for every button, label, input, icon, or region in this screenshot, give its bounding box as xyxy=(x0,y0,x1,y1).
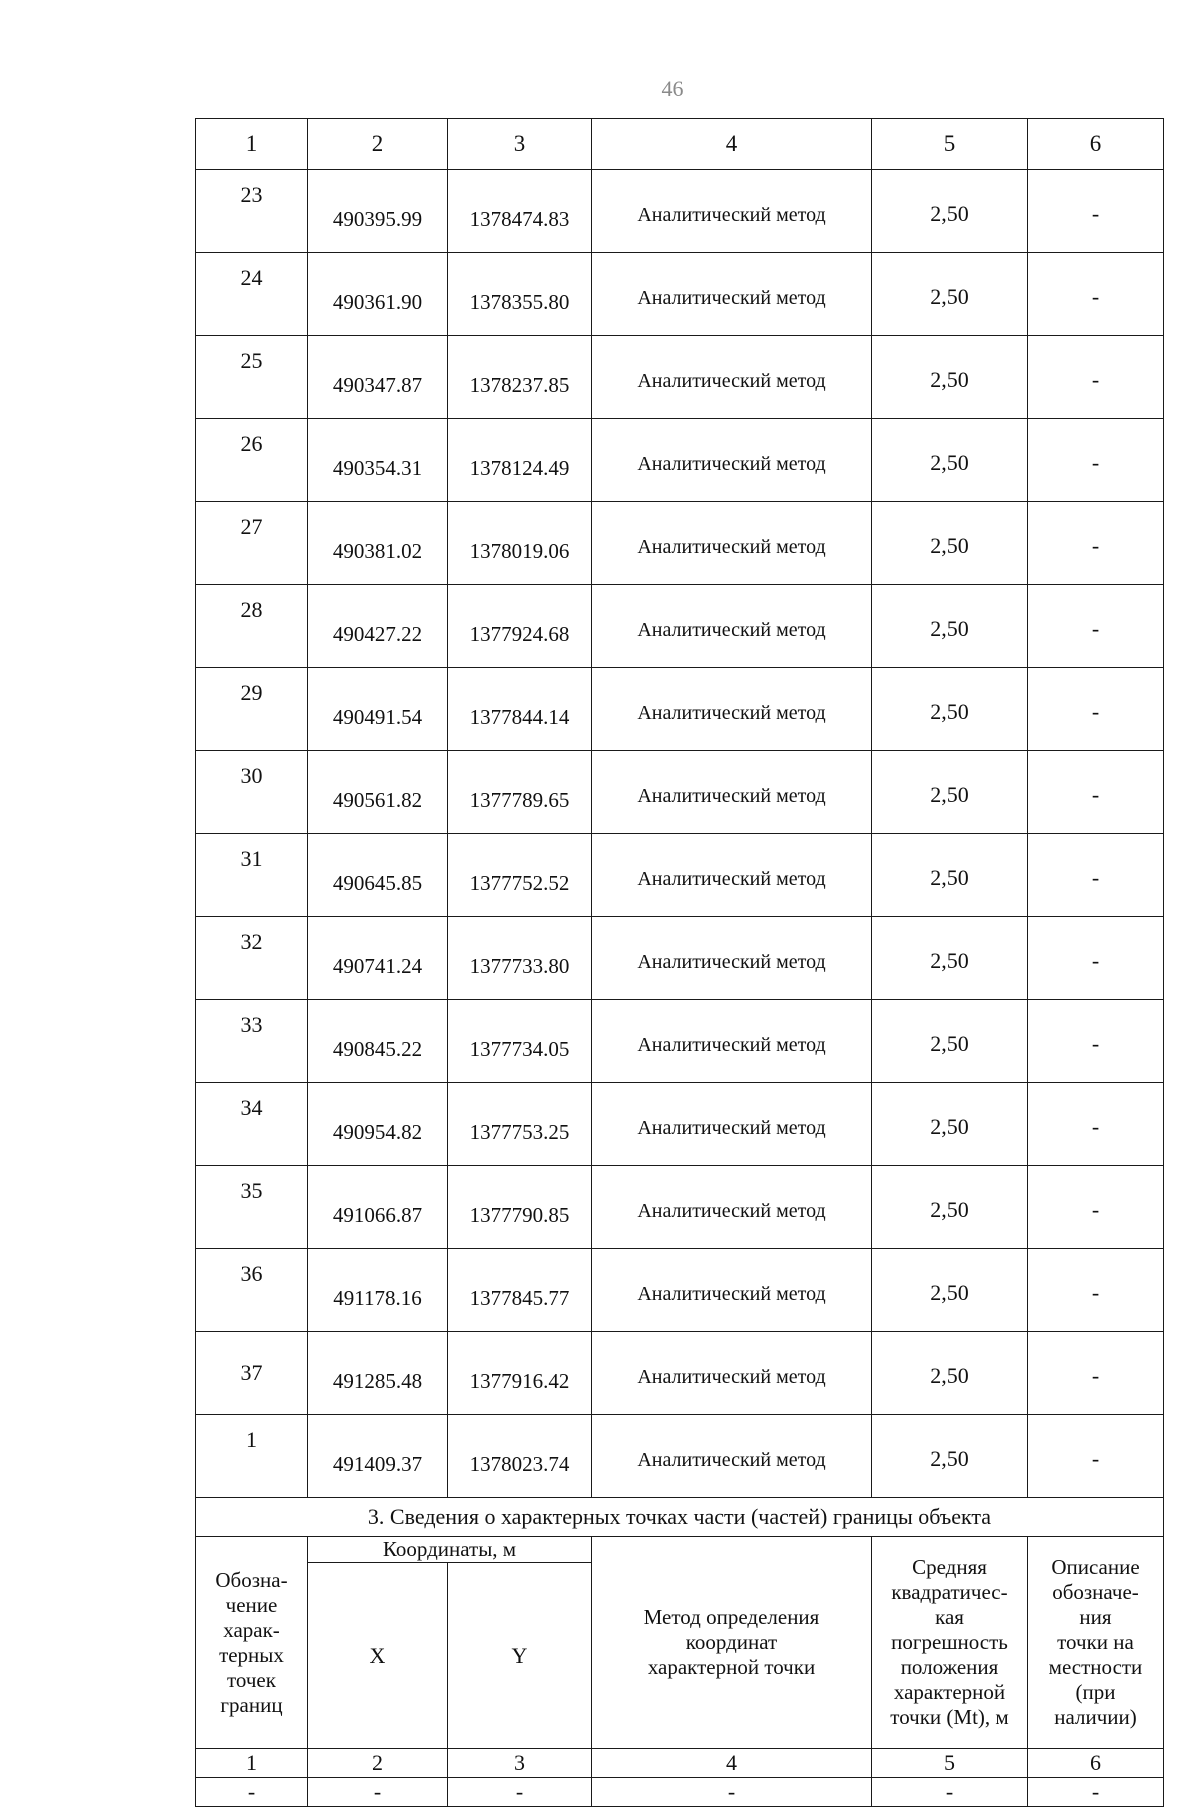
error: 2,50 xyxy=(872,1249,1028,1332)
col-coordinates-header: Координаты, м xyxy=(308,1537,592,1563)
error: 2,50 xyxy=(872,419,1028,502)
description: - xyxy=(1028,1332,1164,1415)
section-3-column-number-row xyxy=(196,1749,1164,1778)
point-number: 36 xyxy=(196,1249,308,1332)
boundary-points-table xyxy=(195,118,1164,1807)
header-col-5: 5 xyxy=(872,119,1028,170)
method: Аналитический метод xyxy=(592,170,872,253)
method: Аналитический метод xyxy=(592,1415,872,1498)
error: 2,50 xyxy=(872,253,1028,336)
coord-x: 491409.37 xyxy=(308,1415,448,1498)
coord-y: 1377790.85 xyxy=(448,1166,592,1249)
section-3-empty-row xyxy=(196,1778,1164,1807)
point-number: 28 xyxy=(196,585,308,668)
error: 2,50 xyxy=(872,1332,1028,1415)
col-error-header: Средняя квадратичес- кая погрешность положения характерной точки (Mt), м xyxy=(872,1537,1028,1749)
coord-y: 1377845.77 xyxy=(448,1249,592,1332)
coord-x: 490491.54 xyxy=(308,668,448,751)
coord-y: 1377752.52 xyxy=(448,834,592,917)
coord-x: 490845.22 xyxy=(308,1000,448,1083)
point-number: 29 xyxy=(196,668,308,751)
s3-empty-cell: - xyxy=(196,1778,308,1807)
s3-empty-cell: - xyxy=(592,1778,872,1807)
error: 2,50 xyxy=(872,502,1028,585)
coord-y: 1377733.80 xyxy=(448,917,592,1000)
description: - xyxy=(1028,1415,1164,1498)
point-number: 25 xyxy=(196,336,308,419)
method: Аналитический метод xyxy=(592,502,872,585)
point-number: 30 xyxy=(196,751,308,834)
error: 2,50 xyxy=(872,1000,1028,1083)
col-y-header: Y xyxy=(448,1563,592,1749)
col-x-header: X xyxy=(308,1563,448,1749)
method: Аналитический метод xyxy=(592,585,872,668)
coord-x: 490354.31 xyxy=(308,419,448,502)
error: 2,50 xyxy=(872,1415,1028,1498)
description: - xyxy=(1028,253,1164,336)
method: Аналитический метод xyxy=(592,1249,872,1332)
coord-x: 490427.22 xyxy=(308,585,448,668)
error: 2,50 xyxy=(872,834,1028,917)
method: Аналитический метод xyxy=(592,1332,872,1415)
coord-y: 1378355.80 xyxy=(448,253,592,336)
point-number: 37 xyxy=(196,1332,308,1415)
s3-col-5: 5 xyxy=(872,1749,1028,1778)
coord-y: 1377789.65 xyxy=(448,751,592,834)
error: 2,50 xyxy=(872,170,1028,253)
description: - xyxy=(1028,419,1164,502)
table-row xyxy=(196,1083,1164,1166)
table-row xyxy=(196,502,1164,585)
point-number: 23 xyxy=(196,170,308,253)
point-number: 34 xyxy=(196,1083,308,1166)
table-row xyxy=(196,585,1164,668)
table-row xyxy=(196,917,1164,1000)
table-row xyxy=(196,1332,1164,1415)
point-number: 24 xyxy=(196,253,308,336)
coord-y: 1377844.14 xyxy=(448,668,592,751)
coord-x: 491285.48 xyxy=(308,1332,448,1415)
point-number: 26 xyxy=(196,419,308,502)
table-row xyxy=(196,751,1164,834)
description: - xyxy=(1028,1166,1164,1249)
s3-col-6: 6 xyxy=(1028,1749,1164,1778)
page-number: 46 xyxy=(661,76,684,101)
description: - xyxy=(1028,834,1164,917)
method: Аналитический метод xyxy=(592,253,872,336)
error: 2,50 xyxy=(872,336,1028,419)
error: 2,50 xyxy=(872,917,1028,1000)
header-col-4: 4 xyxy=(592,119,872,170)
table-row xyxy=(196,170,1164,253)
coord-y: 1378237.85 xyxy=(448,336,592,419)
col-method-header: Метод определения координат характерной точки xyxy=(592,1537,872,1749)
description: - xyxy=(1028,170,1164,253)
point-number: 31 xyxy=(196,834,308,917)
col-description-header: Описание обозначе- ния точки на местности (при наличии) xyxy=(1028,1537,1164,1749)
header-col-3: 3 xyxy=(448,119,592,170)
method: Аналитический метод xyxy=(592,1083,872,1166)
description: - xyxy=(1028,1000,1164,1083)
description: - xyxy=(1028,668,1164,751)
s3-empty-cell: - xyxy=(872,1778,1028,1807)
coord-y: 1377916.42 xyxy=(448,1332,592,1415)
error: 2,50 xyxy=(872,1166,1028,1249)
section-3-header-row xyxy=(196,1537,1164,1563)
table-row xyxy=(196,1415,1164,1498)
s3-empty-cell: - xyxy=(1028,1778,1164,1807)
error: 2,50 xyxy=(872,585,1028,668)
coord-x: 491178.16 xyxy=(308,1249,448,1332)
description: - xyxy=(1028,917,1164,1000)
coord-x: 490361.90 xyxy=(308,253,448,336)
error: 2,50 xyxy=(872,668,1028,751)
table-row xyxy=(196,1249,1164,1332)
coord-y: 1378023.74 xyxy=(448,1415,592,1498)
coord-x: 491066.87 xyxy=(308,1166,448,1249)
point-number: 35 xyxy=(196,1166,308,1249)
table-row xyxy=(196,1166,1164,1249)
error: 2,50 xyxy=(872,751,1028,834)
description: - xyxy=(1028,1249,1164,1332)
method: Аналитический метод xyxy=(592,834,872,917)
header-col-2: 2 xyxy=(308,119,448,170)
point-number: 27 xyxy=(196,502,308,585)
coord-y: 1378019.06 xyxy=(448,502,592,585)
coord-y: 1378124.49 xyxy=(448,419,592,502)
column-number-header-row xyxy=(196,119,1164,170)
description: - xyxy=(1028,502,1164,585)
point-number: 33 xyxy=(196,1000,308,1083)
header-col-6: 6 xyxy=(1028,119,1164,170)
s3-empty-cell: - xyxy=(308,1778,448,1807)
description: - xyxy=(1028,1083,1164,1166)
coord-y: 1377924.68 xyxy=(448,585,592,668)
table-row xyxy=(196,253,1164,336)
method: Аналитический метод xyxy=(592,1000,872,1083)
coord-x: 490954.82 xyxy=(308,1083,448,1166)
coord-x: 490381.02 xyxy=(308,502,448,585)
section-3-title: 3. Сведения о характерных точках части (частей) границы объекта xyxy=(196,1498,1164,1537)
table-row xyxy=(196,419,1164,502)
section-3-title-row xyxy=(196,1498,1164,1537)
method: Аналитический метод xyxy=(592,336,872,419)
coord-x: 490347.87 xyxy=(308,336,448,419)
header-col-1: 1 xyxy=(196,119,308,170)
coord-y: 1377734.05 xyxy=(448,1000,592,1083)
s3-col-1: 1 xyxy=(196,1749,308,1778)
method: Аналитический метод xyxy=(592,751,872,834)
s3-col-4: 4 xyxy=(592,1749,872,1778)
method: Аналитический метод xyxy=(592,917,872,1000)
method: Аналитический метод xyxy=(592,668,872,751)
coord-y: 1377753.25 xyxy=(448,1083,592,1166)
coord-x: 490395.99 xyxy=(308,170,448,253)
table-row xyxy=(196,668,1164,751)
description: - xyxy=(1028,585,1164,668)
coord-x: 490741.24 xyxy=(308,917,448,1000)
method: Аналитический метод xyxy=(592,1166,872,1249)
error: 2,50 xyxy=(872,1083,1028,1166)
description: - xyxy=(1028,336,1164,419)
col-designation-header: Обозна- чение харак- терных точек границ xyxy=(196,1537,308,1749)
s3-col-3: 3 xyxy=(448,1749,592,1778)
point-number: 32 xyxy=(196,917,308,1000)
table-row xyxy=(196,336,1164,419)
method: Аналитический метод xyxy=(592,419,872,502)
coord-x: 490561.82 xyxy=(308,751,448,834)
s3-empty-cell: - xyxy=(448,1778,592,1807)
point-number: 1 xyxy=(196,1415,308,1498)
coord-y: 1378474.83 xyxy=(448,170,592,253)
table-row xyxy=(196,834,1164,917)
description: - xyxy=(1028,751,1164,834)
table-row xyxy=(196,1000,1164,1083)
coord-x: 490645.85 xyxy=(308,834,448,917)
s3-col-2: 2 xyxy=(308,1749,448,1778)
